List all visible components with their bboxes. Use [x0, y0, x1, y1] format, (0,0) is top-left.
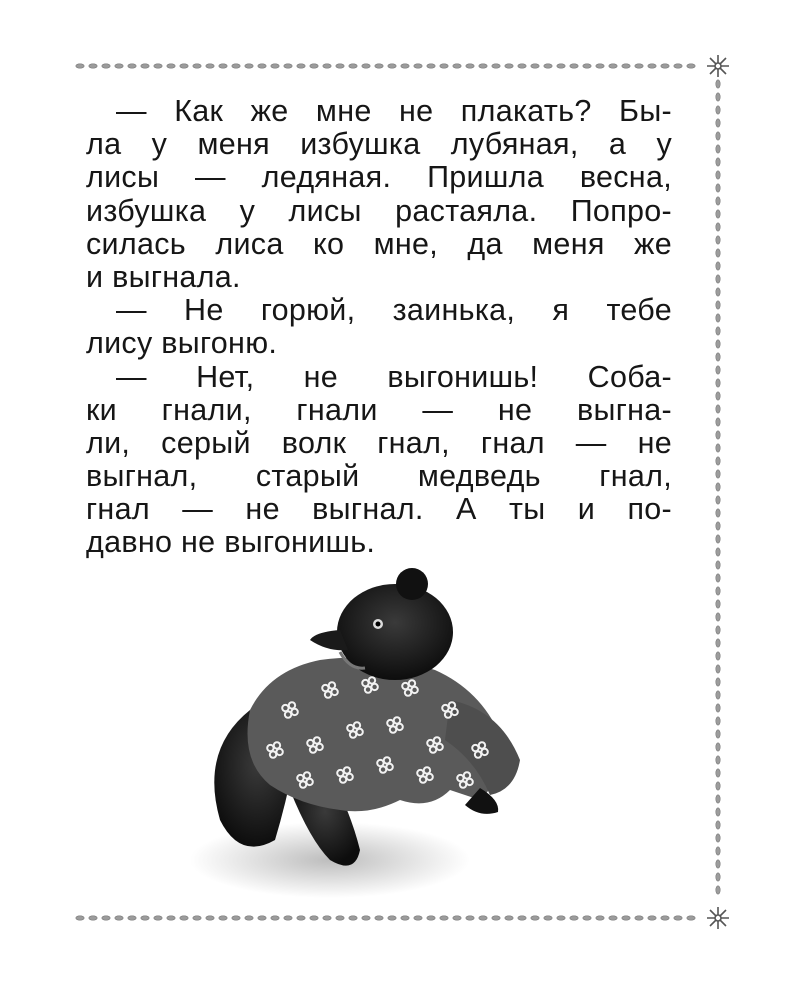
story-line: — Как же мне не плакать? Бы- [116, 94, 672, 128]
story-line: и выгнала. [86, 259, 241, 294]
story-line: гнал — не выгнал. А ты и по- [86, 492, 672, 527]
snowflake-icon [707, 907, 729, 929]
story-line: лису выгоню. [86, 326, 278, 361]
story-text [86, 95, 672, 560]
story-line: лисы — ледяная. Пришла весна, [86, 160, 672, 195]
story-line: — Не горюй, заинька, я тебе [116, 293, 672, 328]
story-line: — Нет, не выгонишь! Соба- [116, 359, 672, 394]
story-line: выгнал, старый медведь гнал, [86, 459, 672, 494]
story-line: ли, серый волк гнал, гнал — не [86, 425, 672, 460]
story-line: избушка у лисы растаяла. Попро- [86, 193, 672, 228]
story-line: ки гнали, гнали — не выгна- [86, 392, 672, 427]
story-line: ла у меня избушка лубяная, а у [86, 127, 672, 162]
story-line: давно не выгонишь. [86, 525, 376, 560]
snowflake-icon [707, 55, 729, 77]
bear-illustration [180, 560, 540, 920]
story-line: силась лиса ко мне, да меня же [86, 226, 672, 261]
